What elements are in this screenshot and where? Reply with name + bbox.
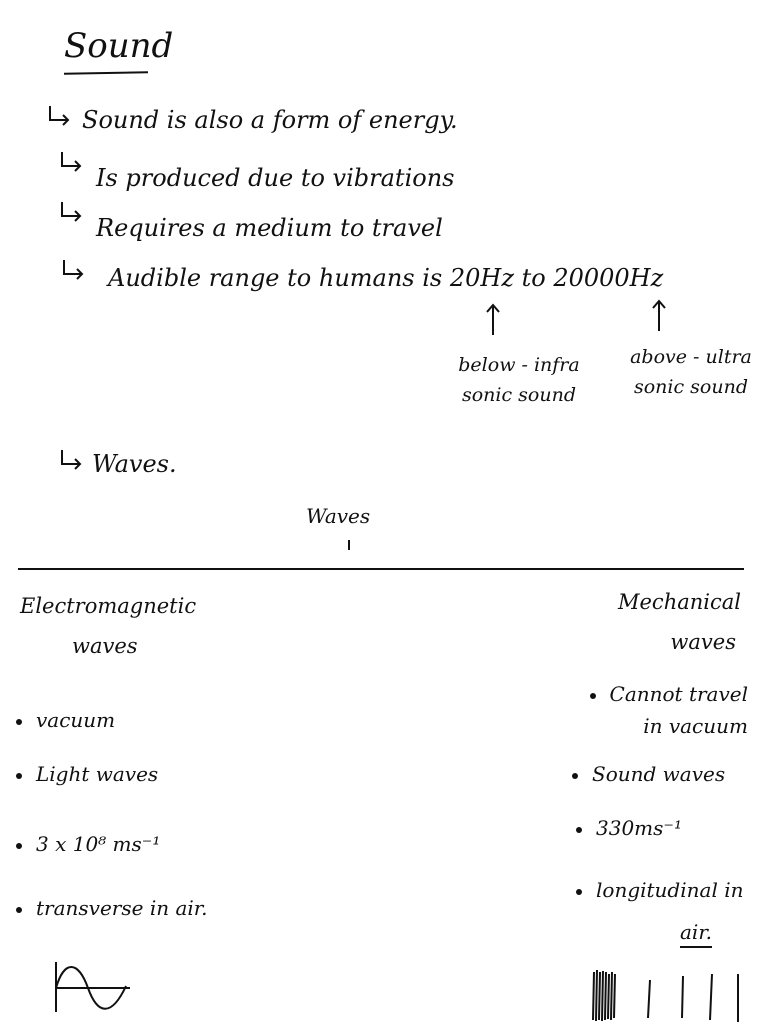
tree-root-label: Waves bbox=[306, 504, 371, 528]
bullet-dot bbox=[590, 693, 596, 699]
right-heading bbox=[618, 582, 741, 662]
left-bullet-1: vacuum bbox=[16, 708, 115, 732]
right-heading-line2: waves bbox=[670, 630, 736, 654]
bullet-dot bbox=[16, 773, 22, 779]
right-bullet-3: 330ms⁻¹ bbox=[576, 816, 682, 840]
left-bullet-2: Light waves bbox=[16, 762, 158, 786]
right-bullet-2: Sound waves bbox=[572, 762, 725, 786]
right-bullet-4: longitudinal in bbox=[576, 878, 743, 902]
range-note-below: below - infra sonic sound bbox=[458, 354, 580, 406]
hook-arrow-icon bbox=[46, 104, 72, 128]
intro-point-3: Requires a medium to travel bbox=[96, 214, 443, 242]
sine-wave-icon bbox=[50, 958, 136, 1016]
left-bullet-3: 3 x 10⁸ ms⁻¹ bbox=[16, 832, 160, 856]
left-heading-line2: waves bbox=[72, 634, 138, 658]
tree-divider-line bbox=[18, 568, 744, 570]
bullet-dot bbox=[16, 843, 22, 849]
range-note-above: above - ultra sonic sound bbox=[630, 346, 752, 398]
up-arrow-icon bbox=[650, 298, 668, 332]
tree-stem bbox=[348, 540, 350, 550]
hook-arrow-icon bbox=[58, 150, 84, 174]
right-heading-line1: Mechanical bbox=[618, 590, 741, 614]
left-heading bbox=[20, 586, 196, 666]
compression-lines-icon bbox=[588, 966, 748, 1024]
intro-point-2: Is produced due to vibrations bbox=[96, 164, 455, 192]
hook-arrow-icon bbox=[58, 200, 84, 224]
waves-point: Waves. bbox=[92, 450, 177, 478]
right-bullet-1: Cannot travel in vacuum bbox=[578, 678, 748, 742]
intro-point-4: Audible range to humans is 20Hz to 20000Hz bbox=[108, 264, 664, 292]
up-arrow-icon bbox=[484, 302, 502, 336]
title-underline bbox=[64, 71, 148, 74]
hook-arrow-icon bbox=[60, 258, 86, 282]
bullet-dot bbox=[16, 719, 22, 725]
left-heading-line1: Electromagnetic bbox=[20, 594, 197, 618]
bullet-dot bbox=[576, 827, 582, 833]
bullet-dot bbox=[572, 773, 578, 779]
hook-arrow-icon bbox=[58, 448, 84, 472]
bullet-dot bbox=[576, 889, 582, 895]
intro-point-1: Sound is also a form of energy. bbox=[82, 106, 458, 134]
bullet-dot bbox=[16, 907, 22, 913]
page-title: Sound bbox=[64, 26, 174, 66]
right-bullet-4-tail: air. bbox=[680, 920, 712, 948]
left-bullet-4: transverse in air. bbox=[16, 896, 208, 920]
